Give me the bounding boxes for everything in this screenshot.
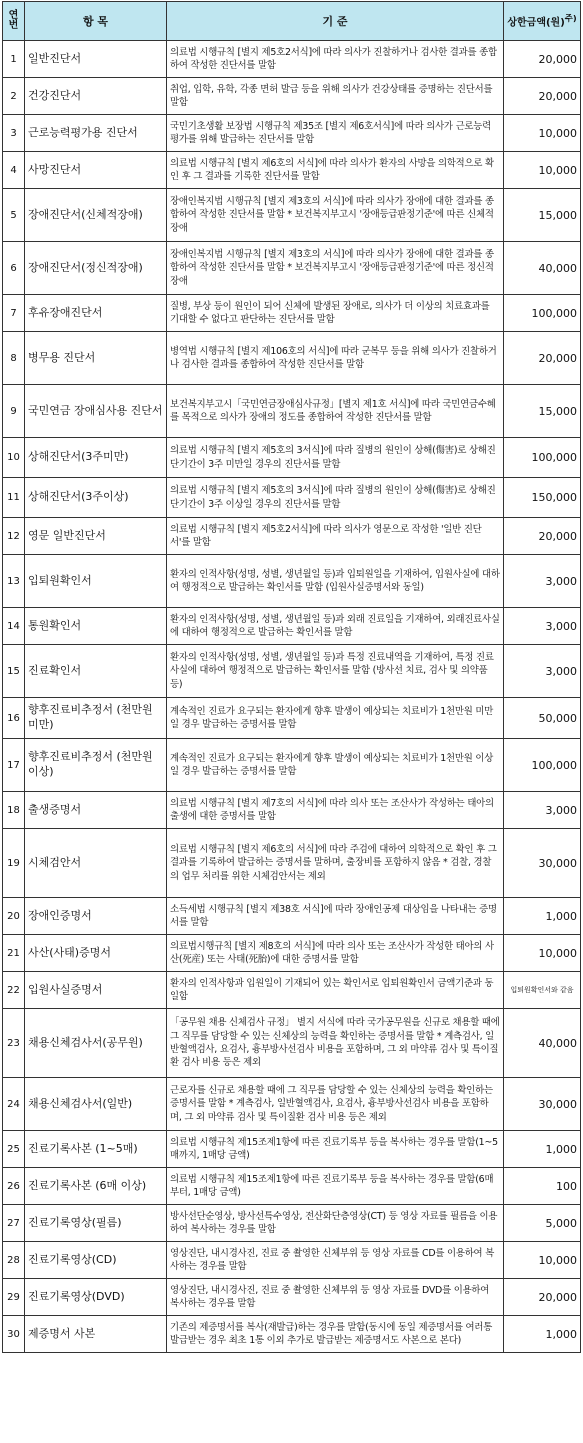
table-row bbox=[3, 518, 581, 555]
row-criteria: 보건복지부고시「국민연금장애심사규정」[별지 제1호 서식]에 따라 국민연금수혜를 목적으로 의사가 장애의 정도를 종합하여 작성한 진단서를 말함 bbox=[167, 385, 504, 438]
row-number: 26 bbox=[3, 1168, 25, 1205]
row-number: 16 bbox=[3, 698, 25, 739]
table-row bbox=[3, 1078, 581, 1131]
row-number: 5 bbox=[3, 189, 25, 242]
row-amount: 10,000 bbox=[504, 152, 581, 189]
table-row bbox=[3, 438, 581, 478]
table-row bbox=[3, 698, 581, 739]
table-row bbox=[3, 1168, 581, 1205]
row-criteria: 장애인복지법 시행규칙 [별지 제3호의 서식]에 따라 의사가 장애에 대한 결과를 종합하여 작성한 진단서를 말함 * 보건복지부고시 '장애등급판정기준'에 따른 신체적 장애 bbox=[167, 189, 504, 242]
row-number: 11 bbox=[3, 478, 25, 518]
row-amount: 40,000 bbox=[504, 1009, 581, 1078]
row-amount: 3,000 bbox=[504, 555, 581, 608]
table-row bbox=[3, 189, 581, 242]
row-amount: 20,000 bbox=[504, 332, 581, 385]
row-amount: 10,000 bbox=[504, 115, 581, 152]
table-row bbox=[3, 1316, 581, 1353]
row-number: 9 bbox=[3, 385, 25, 438]
row-criteria: 의료법 시행규칙 [별지 제7호의 서식]에 따라 의사 또는 조산사가 작성하는 태아의 출생에 대한 증명서를 말함 bbox=[167, 792, 504, 829]
row-number: 4 bbox=[3, 152, 25, 189]
row-criteria: 의료법 시행규칙 제15조제1항에 따른 진료기록부 등을 복사하는 경우를 말함(1~5매까지, 1매당 금액) bbox=[167, 1131, 504, 1168]
row-number: 27 bbox=[3, 1205, 25, 1242]
row-criteria: 환자의 인적사항(성명, 성별, 생년월일 등)과 특정 진료내역을 기재하여, 특정 진료사실에 대하여 행정적으로 발급하는 확인서를 말함 (방사선 치료, 검사 및 의약품 등) bbox=[167, 645, 504, 698]
row-item: 제증명서 사본 bbox=[25, 1316, 167, 1353]
row-amount: 30,000 bbox=[504, 1078, 581, 1131]
table-row bbox=[3, 242, 581, 295]
row-criteria: 질병, 부상 등이 원인이 되어 신체에 발생된 장애로, 의사가 더 이상의 치료효과를 기대할 수 없다고 판단하는 진단서를 말함 bbox=[167, 295, 504, 332]
row-amount: 5,000 bbox=[504, 1205, 581, 1242]
row-criteria: 환자의 인적사항(성명, 성별, 생년월일 등)과 입퇴원일을 기재하여, 입원사실에 대하여 행정적으로 발급하는 확인서를 말함 (입원사실증명서와 동일) bbox=[167, 555, 504, 608]
header-item: 항 목 bbox=[25, 2, 167, 41]
table-row bbox=[3, 152, 581, 189]
row-criteria: 「공무원 채용 신체검사 규정」 별지 서식에 따라 국가공무원을 신규로 채용할 때에 그 직무를 담당할 수 있는 신체상의 능력을 확인하는 증명서를 말함 * 계측검사, 일반혈액검사, 요검사, 흉부방사선검사 비용을 포함하며, 그 외 마약류 검사 및 특이질환 검사 비용 등은 제외 bbox=[167, 1009, 504, 1078]
row-criteria: 환자의 인적사항(성명, 성별, 생년월일 등)과 외래 진료일을 기재하여, 외래진료사실에 대하여 행정적으로 발급하는 확인서를 말함 bbox=[167, 608, 504, 645]
row-criteria: 의료법 시행규칙 [별지 제5호2서식]에 따라 의사가 영문으로 작성한 '일반 진단서'를 말함 bbox=[167, 518, 504, 555]
row-amount: 100,000 bbox=[504, 438, 581, 478]
row-amount: 1,000 bbox=[504, 1316, 581, 1353]
row-amount: 20,000 bbox=[504, 41, 581, 78]
row-number: 12 bbox=[3, 518, 25, 555]
row-number: 14 bbox=[3, 608, 25, 645]
row-item: 근로능력평가용 진단서 bbox=[25, 115, 167, 152]
row-criteria: 영상진단, 내시경사진, 진료 중 촬영한 신체부위 등 영상 자료를 DVD를 이용하여 복사하는 경우를 말함 bbox=[167, 1279, 504, 1316]
table-row bbox=[3, 739, 581, 792]
table-row bbox=[3, 898, 581, 935]
row-item: 입원사실증명서 bbox=[25, 972, 167, 1009]
row-number: 24 bbox=[3, 1078, 25, 1131]
row-amount: 20,000 bbox=[504, 1279, 581, 1316]
row-criteria: 근로자를 신규로 채용할 때에 그 직무를 담당할 수 있는 신체상의 능력을 확인하는 증명서를 말함 * 계측검사, 일반혈액검사, 요검사, 흉부방사선검사 비용을 포함하며, 그 외 마약류 검사 및 특이질환 검사 비용 등은 제외 bbox=[167, 1078, 504, 1131]
table-row bbox=[3, 1205, 581, 1242]
row-number: 29 bbox=[3, 1279, 25, 1316]
table-row bbox=[3, 608, 581, 645]
row-number: 30 bbox=[3, 1316, 25, 1353]
table-row bbox=[3, 295, 581, 332]
row-item: 시체검안서 bbox=[25, 829, 167, 898]
row-amount: 100,000 bbox=[504, 739, 581, 792]
row-amount: 150,000 bbox=[504, 478, 581, 518]
row-amount: 1,000 bbox=[504, 898, 581, 935]
row-item: 진료기록영상(DVD) bbox=[25, 1279, 167, 1316]
row-item: 장애진단서(정신적장애) bbox=[25, 242, 167, 295]
row-criteria: 의료법 시행규칙 [별지 제5호의 3서식]에 따라 질병의 원인이 상해(傷害)로 상해진단기간이 3주 이상일 경우의 진단서를 말함 bbox=[167, 478, 504, 518]
row-criteria: 의료법 시행규칙 [별지 제6호의 서식]에 따라 주검에 대하여 의학적으로 확인 후 그 결과를 기록하여 발급하는 증명서를 말하며, 출장비를 포함하지 않음 * 검찰, 경찰의 업무 처리를 위한 시체검안서는 제외 bbox=[167, 829, 504, 898]
row-number: 22 bbox=[3, 972, 25, 1009]
row-criteria: 의료법 시행규칙 [별지 제5호의 3서식]에 따라 질병의 원인이 상해(傷害)로 상해진단기간이 3주 미만일 경우의 진단서를 말함 bbox=[167, 438, 504, 478]
row-item: 채용신체검사서(공무원) bbox=[25, 1009, 167, 1078]
row-item: 후유장애진단서 bbox=[25, 295, 167, 332]
row-criteria: 기존의 제증명서를 복사(재발급)하는 경우를 말함(동시에 동일 제증명서를 여러통 발급받는 경우 최초 1통 이외 추가로 발급받는 제증명서도 사본으로 본다) bbox=[167, 1316, 504, 1353]
row-item: 채용신체검사서(일반) bbox=[25, 1078, 167, 1131]
table-row bbox=[3, 41, 581, 78]
row-criteria: 소득세법 시행규칙 [별지 제38호 서식]에 따라 장애인공제 대상임을 나타내는 증명서를 말함 bbox=[167, 898, 504, 935]
row-number: 28 bbox=[3, 1242, 25, 1279]
row-amount: 15,000 bbox=[504, 189, 581, 242]
row-number: 21 bbox=[3, 935, 25, 972]
row-amount: 50,000 bbox=[504, 698, 581, 739]
header-no: 연번 bbox=[3, 2, 25, 41]
row-amount: 20,000 bbox=[504, 518, 581, 555]
row-criteria: 영상진단, 내시경사진, 진료 중 촬영한 신체부위 등 영상 자료를 CD를 이용하여 복사하는 경우를 말함 bbox=[167, 1242, 504, 1279]
row-number: 3 bbox=[3, 115, 25, 152]
row-item: 장애진단서(신체적장애) bbox=[25, 189, 167, 242]
row-number: 17 bbox=[3, 739, 25, 792]
row-amount: 20,000 bbox=[504, 78, 581, 115]
table-row bbox=[3, 1279, 581, 1316]
table-row bbox=[3, 478, 581, 518]
row-number: 2 bbox=[3, 78, 25, 115]
row-item: 통원확인서 bbox=[25, 608, 167, 645]
row-amount: 100,000 bbox=[504, 295, 581, 332]
row-item: 진료기록영상(CD) bbox=[25, 1242, 167, 1279]
row-item: 진료기록사본 (6매 이상) bbox=[25, 1168, 167, 1205]
row-item: 진료기록영상(필름) bbox=[25, 1205, 167, 1242]
row-item: 향후진료비추정서 (천만원미만) bbox=[25, 698, 167, 739]
row-amount: 10,000 bbox=[504, 1242, 581, 1279]
table-row bbox=[3, 645, 581, 698]
row-item: 국민연금 장애심사용 진단서 bbox=[25, 385, 167, 438]
row-item: 건강진단서 bbox=[25, 78, 167, 115]
row-criteria: 계속적인 진료가 요구되는 환자에게 향후 발생이 예상되는 치료비가 1천만원 미만일 경우 발급하는 증명서를 말함 bbox=[167, 698, 504, 739]
row-criteria: 장애인복지법 시행규칙 [별지 제3호의 서식]에 따라 의사가 장애에 대한 결과를 종합하여 작성한 진단서를 말함 * 보건복지부고시 '장애등급판정기준'에 따른 정신적 장애 bbox=[167, 242, 504, 295]
header-amount-label: 상한금액(원) bbox=[507, 17, 565, 29]
row-number: 7 bbox=[3, 295, 25, 332]
row-criteria: 의료법 시행규칙 제15조제1항에 따른 진료기록부 등을 복사하는 경우를 말함(6매부터, 1매당 금액) bbox=[167, 1168, 504, 1205]
row-amount: 3,000 bbox=[504, 608, 581, 645]
table-row bbox=[3, 792, 581, 829]
row-item: 상해진단서(3주이상) bbox=[25, 478, 167, 518]
row-criteria: 국민기초생활 보장법 시행규칙 제35조 [별지 제6호서식]에 따라 의사가 근로능력 평가를 위해 발급하는 진단서를 말함 bbox=[167, 115, 504, 152]
table-row bbox=[3, 829, 581, 898]
row-item: 출생증명서 bbox=[25, 792, 167, 829]
row-criteria: 의료법 시행규칙 [별지 제5호2서식]에 따라 의사가 진찰하거나 검사한 결과를 종합하여 작성한 진단서를 말함 bbox=[167, 41, 504, 78]
row-criteria: 의료법시행규칙 [별지 제8호의 서식]에 따라 의사 또는 조산사가 작성한 태아의 사산(死産) 또는 사태(死胎)에 대한 증명서를 말함 bbox=[167, 935, 504, 972]
row-amount: 3,000 bbox=[504, 792, 581, 829]
row-criteria: 계속적인 진료가 요구되는 환자에게 향후 발생이 예상되는 치료비가 1천만원 이상일 경우 발급하는 증명서를 말함 bbox=[167, 739, 504, 792]
table-row bbox=[3, 555, 581, 608]
row-item: 상해진단서(3주미만) bbox=[25, 438, 167, 478]
row-number: 8 bbox=[3, 332, 25, 385]
row-number: 6 bbox=[3, 242, 25, 295]
row-item: 영문 일반진단서 bbox=[25, 518, 167, 555]
header-amount bbox=[504, 2, 581, 41]
table-row bbox=[3, 385, 581, 438]
row-criteria: 병역법 시행규칙 [별지 제106호의 서식]에 따라 군복무 등을 위해 의사가 진찰하거나 검사한 결과를 종합하여 작성한 진단서를 말함 bbox=[167, 332, 504, 385]
row-number: 1 bbox=[3, 41, 25, 78]
row-number: 13 bbox=[3, 555, 25, 608]
row-item: 병무용 진단서 bbox=[25, 332, 167, 385]
table-row bbox=[3, 115, 581, 152]
row-amount: 30,000 bbox=[504, 829, 581, 898]
row-number: 10 bbox=[3, 438, 25, 478]
row-amount: 40,000 bbox=[504, 242, 581, 295]
table-row bbox=[3, 972, 581, 1009]
header-row bbox=[3, 2, 581, 41]
row-item: 사산(사태)증명서 bbox=[25, 935, 167, 972]
table-row bbox=[3, 78, 581, 115]
row-item: 향후진료비추정서 (천만원이상) bbox=[25, 739, 167, 792]
row-amount: 3,000 bbox=[504, 645, 581, 698]
fee-table bbox=[2, 1, 581, 1353]
row-item: 진료확인서 bbox=[25, 645, 167, 698]
row-item: 일반진단서 bbox=[25, 41, 167, 78]
table-row bbox=[3, 935, 581, 972]
row-number: 18 bbox=[3, 792, 25, 829]
row-number: 19 bbox=[3, 829, 25, 898]
row-item: 장애인증명서 bbox=[25, 898, 167, 935]
row-item: 진료기록사본 (1~5매) bbox=[25, 1131, 167, 1168]
table-row bbox=[3, 1242, 581, 1279]
row-item: 입퇴원확인서 bbox=[25, 555, 167, 608]
table-row bbox=[3, 1131, 581, 1168]
row-criteria: 취업, 입학, 유학, 각종 면허 발급 등을 위해 의사가 건강상태를 증명하는 진단서를 말함 bbox=[167, 78, 504, 115]
row-criteria: 의료법 시행규칙 [별지 제6호의 서식]에 따라 의사가 환자의 사망을 의학적으로 확인 후 그 결과를 기록한 진단서를 말함 bbox=[167, 152, 504, 189]
row-amount: 입퇴원확인서와 같음 bbox=[504, 972, 581, 1009]
row-number: 20 bbox=[3, 898, 25, 935]
row-number: 25 bbox=[3, 1131, 25, 1168]
row-amount: 1,000 bbox=[504, 1131, 581, 1168]
row-amount: 10,000 bbox=[504, 935, 581, 972]
row-criteria: 환자의 인적사항과 입원일이 기재되어 있는 확인서로 입퇴원확인서 금액기준과 동일함 bbox=[167, 972, 504, 1009]
row-number: 23 bbox=[3, 1009, 25, 1078]
row-amount: 100 bbox=[504, 1168, 581, 1205]
table-row bbox=[3, 1009, 581, 1078]
row-item: 사망진단서 bbox=[25, 152, 167, 189]
row-amount: 15,000 bbox=[504, 385, 581, 438]
header-amount-note: 주) bbox=[564, 12, 577, 23]
table-row bbox=[3, 332, 581, 385]
row-number: 15 bbox=[3, 645, 25, 698]
row-criteria: 방사선단순영상, 방사선특수영상, 전산화단층영상(CT) 등 영상 자료를 필름을 이용하여 복사하는 경우를 말함 bbox=[167, 1205, 504, 1242]
header-criteria: 기 준 bbox=[167, 2, 504, 41]
